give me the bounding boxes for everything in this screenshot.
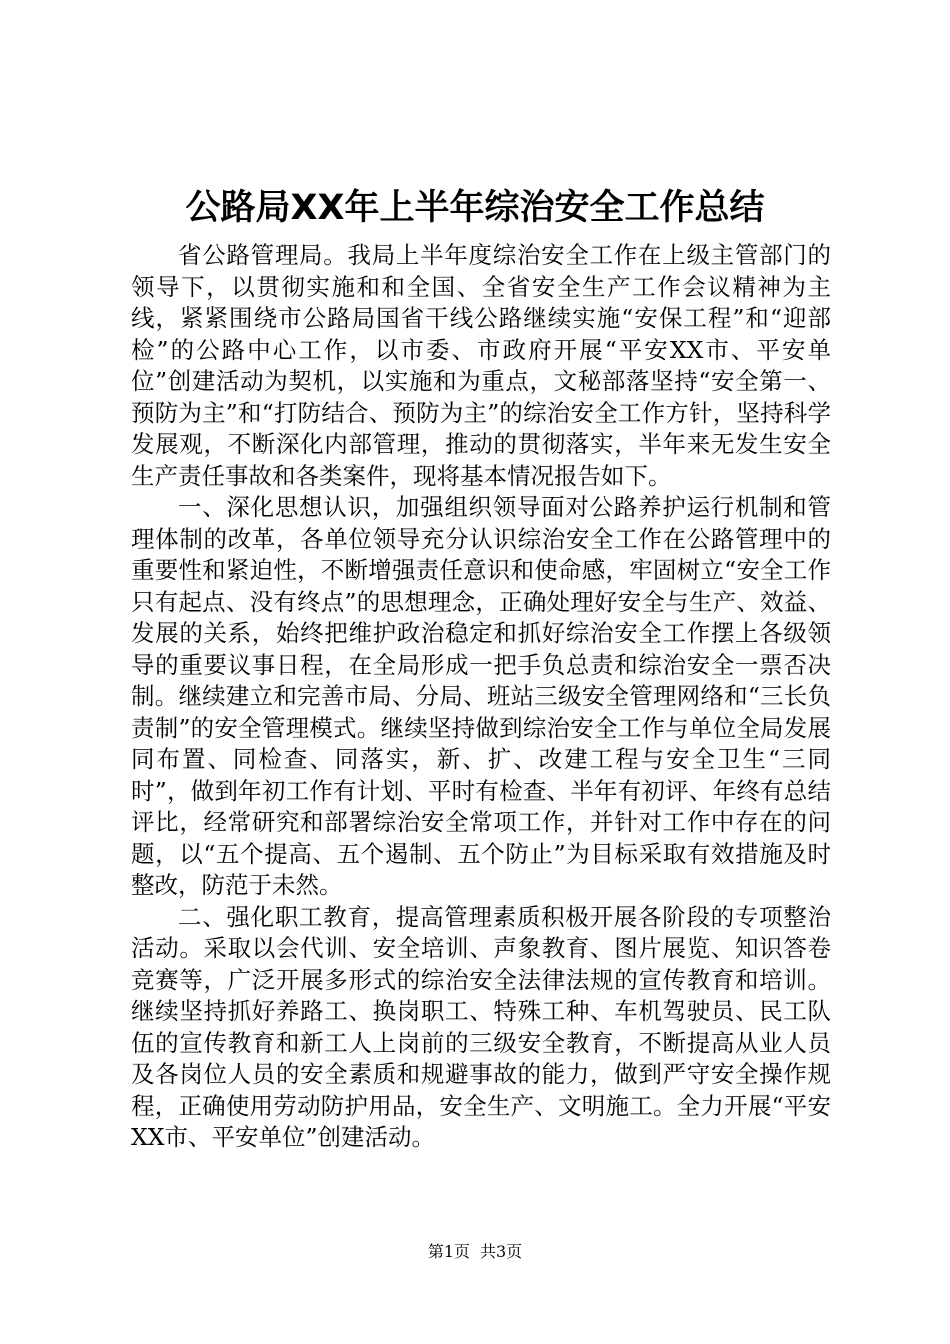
page-number: 第1页	[427, 1242, 470, 1261]
paragraph-section-2: 二、强化职工教育，提高管理素质积极开展各阶段的专项整治活动。采取以会代训、安全培训、声象教育、图片展览、知识答卷竞赛等，广泛开展多形式的综治安全法律法规的宣传教育和培训。继续坚持抓好养路工、换岗职工、特殊工种、车机驾驶员、民工队伍的宣传教育和新工人上岗前的三级安全教育，不断提高从业人员及各岗位人员的安全素质和规避事故的能力，做到严守安全操作规程，正确使用劳动防护用品，安全生产、文明施工。全力开展“平安XX市、平安单位”创建活动。	[131, 902, 831, 1151]
page-footer	[0, 1241, 950, 1263]
paragraph-section-1: 一、深化思想认识，加强组织领导面对公路养护运行机制和管理体制的改革，各单位领导充分认识综治安全工作在公路管理中的重要性和紧迫性，不断增强责任意识和使命感，牢固树立“安全工作只有起点、没有终点”的思想理念，正确处理好安全与生产、效益、发展的关系，始终把维护政治稳定和抓好综治安全工作摆上各级领导的重要议事日程，在全局形成一把手负总责和综治安全一票否决制。继续建立和完善市局、分局、班站三级安全管理网络和“三长负责制”的安全管理模式。继续坚持做到综治安全工作与单位全局发展同布置、同检查、同落实，新、扩、改建工程与安全卫生“三同时”，做到年初工作有计划、平时有检查、半年有初评、年终有总结评比，经常研究和部署综治安全常项工作，并针对工作中存在的问题，以“五个提高、五个遏制、五个防止”为目标采取有效措施及时整改，防范于未然。	[131, 493, 831, 899]
page-total: 共3页	[480, 1242, 523, 1261]
document-body	[131, 240, 831, 1154]
document-title: 公路局XX年上半年综治安全工作总结	[185, 188, 765, 228]
paragraph-intro: 省公路管理局。我局上半年度综治安全工作在上级主管部门的领导下，以贯彻实施和和全国、全省安全生产工作会议精神为主线，紧紧围绕市公路局国省干线公路继续实施“安保工程”和“迎部检”的公路中心工作，以市委、市政府开展“平安XX市、平安单位”创建活动为契机，以实施和为重点，文秘部落坚持“安全第一、预防为主”和“打防结合、预防为主”的综治安全工作方针，坚持科学发展观，不断深化内部管理，推动的贯彻落实，半年来无发生安全生产责任事故和各类案件，现将基本情况报告如下。	[131, 241, 831, 490]
